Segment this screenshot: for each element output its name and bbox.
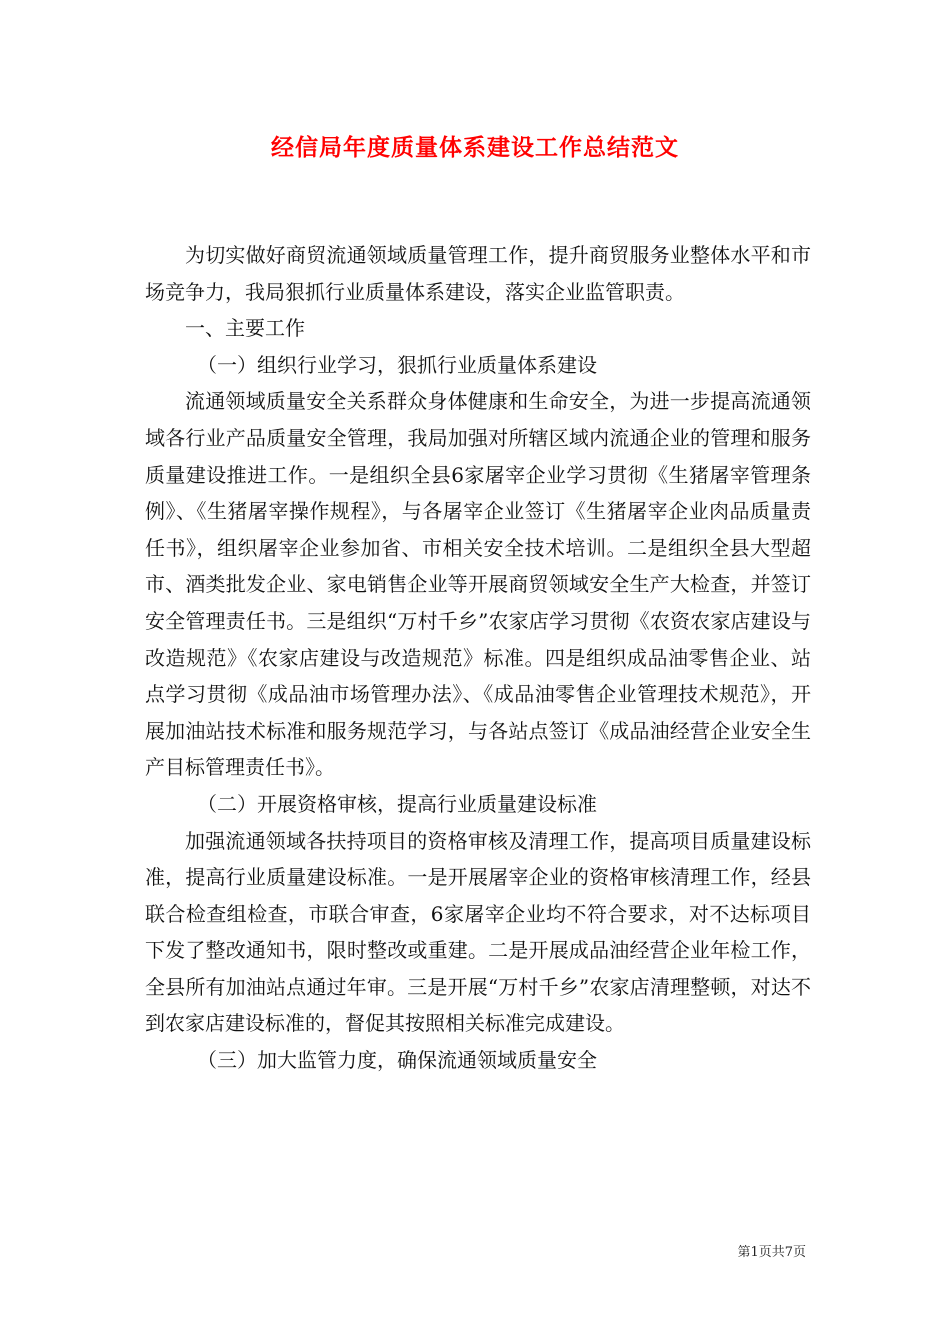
section-heading-main-work: 一、主要工作 bbox=[185, 316, 305, 341]
paragraph-intro: 为切实做好商贸流通领域质量管理工作，提升商贸服务业整体水平和市场竞争力，我局狠抓行业质量体系建设，落实企业监管职责。 bbox=[145, 243, 811, 304]
subsection-heading-1: （一）组织行业学习，狠抓行业质量体系建设 bbox=[197, 352, 597, 377]
page-number: 第1页共7页 bbox=[737, 1245, 806, 1260]
paragraph-body-1: 流通领域质量安全关系群众身体健康和生命安全，为进一步提高流通领域各行业产品质量安全管理，我局加强对所辖区域内流通企业的管理和服务质量建设推进工作。一是组织全县6家屠宰企业学习贯彻《生猪屠宰管理条例》、《生猪屠宰操作规程》，与各屠宰企业签订《生猪屠宰企业肉品质量责任书》，组织屠宰企业参加省、市相关安全技术培训。二是组织全县大型超市、酒类批发企业、家电销售企业等开展商贸领域安全生产大检查，并签订安全管理责任书。三是组织“万村千乡”农家店学习贯彻《农资农家店建设与改造规范》《农家店建设与改造规范》标准。四是组织成品油零售企业、站点学习贯彻《成品油市场管理办法》、《成品油零售企业管理技术规范》，开展加油站技术标准和服务规范学习，与各站点签订《成品油经营企业安全生产目标管理责任书》。 bbox=[145, 389, 811, 780]
subsection-heading-3: （三）加大监管力度，确保流通领域质量安全 bbox=[197, 1048, 597, 1073]
subsection-heading-2: （二）开展资格审核，提高行业质量建设标准 bbox=[197, 791, 597, 816]
paragraph-body-2: 加强流通领域各扶持项目的资格审核及清理工作，提高项目质量建设标准，提高行业质量建设标准。一是开展屠宰企业的资格审核清理工作，经县联合检查组检查，市联合审查，6家屠宰企业均不符合要求，对不达标项目下发了整改通知书，限时整改或重建。二是开展成品油经营企业年检工作，全县所有加油站点通过年审。三是开展“万村千乡”农家店清理整顿，对达不到农家店建设标准的，督促其按照相关标准完成建设。 bbox=[145, 828, 811, 1036]
document-body bbox=[145, 237, 811, 1079]
document-title: 经信局年度质量体系建设工作总结范文 bbox=[271, 134, 679, 161]
